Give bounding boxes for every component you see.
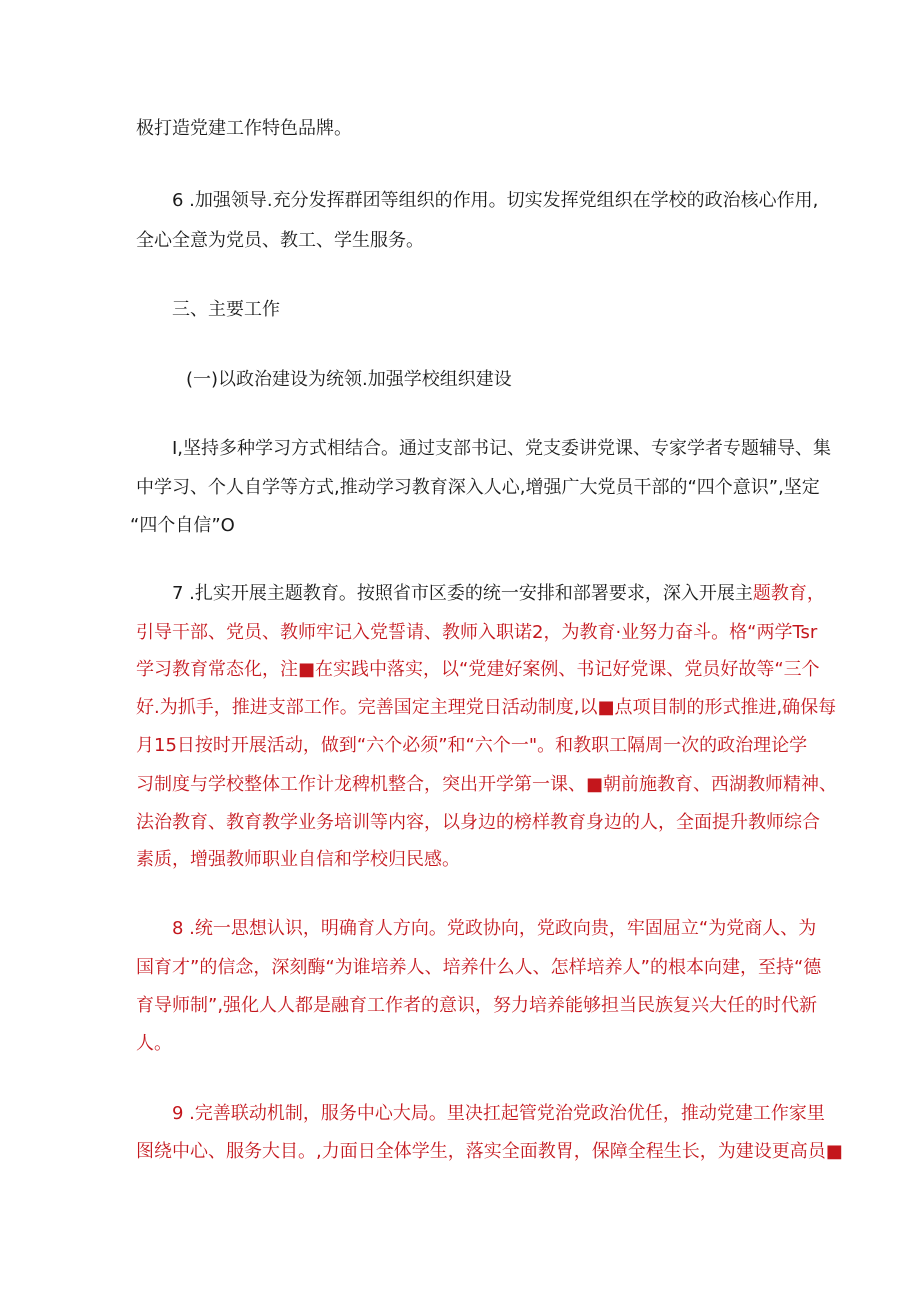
text-segment: 学习教育常态化，注■在实践中落实，以“党建好案例、书记好党课、党员好故等“三个 [136, 659, 820, 680]
text-segment: “四个自信”O [130, 515, 235, 536]
paragraph-line [172, 189, 818, 213]
text-segment: 人。 [136, 1033, 172, 1054]
subsection-heading [186, 368, 512, 392]
text-segment: 素质，增强教师职业自信和学校归民感。 [136, 849, 460, 870]
paragraph-line [172, 1102, 825, 1126]
text-segment: 月15日按时开展活动，做到“六个必须”和“六个一"。和教职工隔周一次的政治理论学 [136, 735, 808, 756]
paragraph-line [136, 811, 820, 835]
text-segment: 法治教育、教育教学业务培训等内容，以身边的榜样教育身边的人，全面提升教师综合 [136, 812, 820, 833]
text-segment: 中学习、个人自学等方式,推动学习教育深入人心,增强广大党员干部的“四个意识”,坚定 [136, 477, 820, 498]
text-segment: 9 .完善联动机制，服务中心大局。里决扛起管党治党政治优任，推动党建工作家里 [172, 1103, 825, 1124]
text-segment: 全心全意为党员、教工、学生服务。 [136, 230, 424, 251]
text-segment: 引导干部、党员、教师牢记入党誓请、教师入职诺2，为教育·业努力奋斗。格“两学Tsr [136, 622, 818, 643]
paragraph-line [136, 476, 820, 500]
text-segment: (一)以政治建设为统领.加强学校组织建设 [186, 369, 512, 390]
paragraph-line [172, 917, 816, 941]
paragraph-line [172, 582, 825, 606]
paragraph-line [136, 696, 836, 720]
text-segment: 习制度与学校整体工作计龙稗机整合，突出开学第一课、■朝前施教育、西湖教师精神、 [136, 774, 838, 795]
text-segment: 极打造党建工作特色品牌。 [136, 118, 352, 139]
paragraph-line [130, 514, 235, 538]
text-segment: I,坚持多种学习方式相结合。通过支部书记、党支委讲党课、专家学者专题辅导、集 [172, 438, 832, 459]
paragraph-line [136, 734, 807, 758]
paragraph-line [136, 658, 820, 682]
text-segment: 图绕中心、服务大目。,力面日全体学生，落实全面教胃，保障全程生长，为建设更高员■ [136, 1141, 843, 1162]
paragraph-line [136, 1140, 843, 1164]
paragraph-line [172, 437, 831, 461]
text-segment: 8 .统一思想认识，明确育人方向。党政协向，党政向贵，牢固屈立“为党商人、为 [172, 918, 817, 939]
text-segment: 6 .加强领导.充分发挥群团等组织的作用。切实发挥党组织在学校的政治核心作用, [172, 190, 819, 211]
paragraph-line [136, 994, 817, 1018]
text-segment: 国育才”的信念，深刻酶“为谁培养人、培养什么人、怎样培养人”的根本向建，至持“德 [136, 957, 822, 978]
text-segment: 好.为抓手，推进支部工作。完善国定主理党日活动制度,以■点项目制的形式推进,确保每 [136, 697, 837, 718]
text-segment-red: 题教育， [752, 583, 825, 604]
paragraph-line [136, 117, 352, 141]
paragraph-line [136, 1032, 172, 1056]
section-heading [172, 298, 280, 322]
paragraph-line [136, 773, 837, 797]
text-segment: 7 .扎实开展主题教育。按照省市区委的统一安排和部署要求，深入开展主 [172, 583, 753, 604]
paragraph-line [136, 848, 460, 872]
paragraph-line [136, 229, 424, 253]
paragraph-line [136, 621, 817, 645]
paragraph-line [136, 956, 821, 980]
text-segment: 三、主要工作 [172, 299, 280, 320]
text-segment: 育导师制”,强化人人都是融育工作者的意识，努力培养能够担当民族复兴大任的时代新 [136, 995, 818, 1016]
